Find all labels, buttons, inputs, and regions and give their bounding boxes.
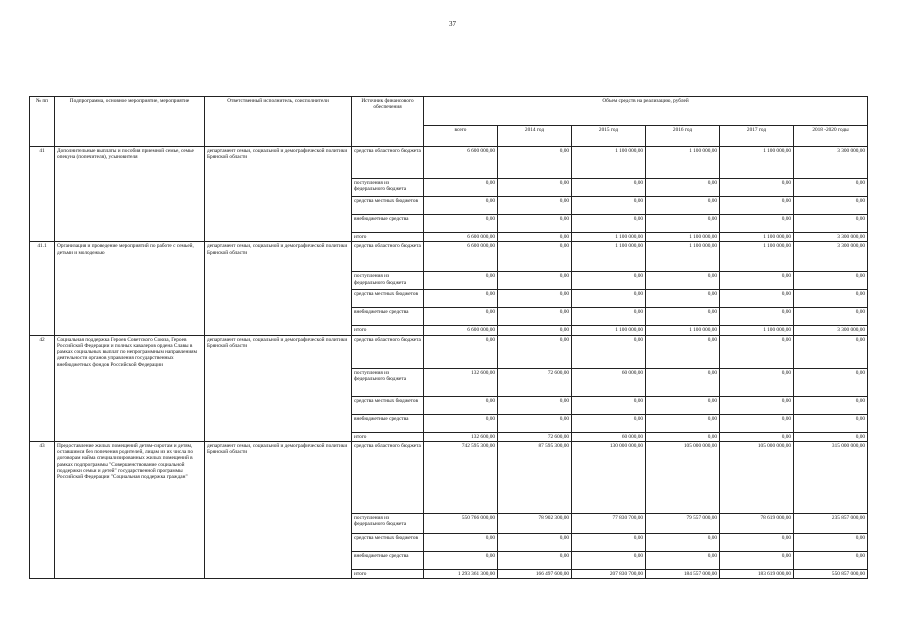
funding-source: средства областного бюджета [352, 441, 424, 513]
amount-cell: 0,00 [572, 308, 646, 326]
header-amount: Объем средств на реализацию, рублей [424, 97, 868, 126]
amount-cell: 0,00 [794, 396, 868, 414]
row-number: 41 [30, 147, 55, 242]
amount-cell: 0,00 [498, 414, 572, 432]
amount-cell: 550 766 000,00 [424, 513, 498, 533]
amount-cell: 1 100 000,00 [720, 242, 794, 272]
amount-cell: 0,00 [646, 290, 720, 308]
amount-cell: 0,00 [424, 533, 498, 551]
amount-cell: 0,00 [498, 197, 572, 215]
amount-cell: 0,00 [572, 290, 646, 308]
activity-name: Социальная поддержка Героев Советского Союза, Героев Российской Федерации и полных кавалеров ордена Славы в рамках социальных выплат по непрограммным направлениям деятельности органов управления государственных внебюджетных фондов Российской Федерации [55, 335, 205, 441]
header-year-total: всего [424, 126, 498, 147]
amount-cell: 1 100 000,00 [572, 233, 646, 242]
amount-cell: 77 830 700,00 [572, 513, 646, 533]
amount-cell: 0,00 [646, 432, 720, 441]
amount-cell: 0,00 [498, 242, 572, 272]
funding-source: итого [352, 326, 424, 335]
amount-cell: 3 300 000,00 [794, 147, 868, 179]
amount-cell: 742 595 300,00 [424, 441, 498, 513]
amount-cell: 0,00 [720, 290, 794, 308]
responsible-executor: департамент семьи, социальной и демографической политики Брянской области [205, 147, 352, 242]
amount-cell: 550 857 000,00 [794, 569, 868, 578]
funding-source: итого [352, 569, 424, 578]
amount-cell: 0,00 [572, 551, 646, 569]
header-responsible: Ответственный исполнитель, соисполнители [205, 97, 352, 147]
responsible-executor: департамент семьи, социальной и демографической политики Брянской области [205, 242, 352, 335]
amount-cell: 72 600,00 [498, 368, 572, 396]
header-source: Источник финансового обеспечения [352, 97, 424, 147]
amount-cell: 0,00 [498, 326, 572, 335]
amount-cell: 1 100 000,00 [572, 242, 646, 272]
header-year-2018-2020: 2018 -2020 годы [794, 126, 868, 147]
amount-cell: 6 600 000,00 [424, 147, 498, 179]
amount-cell: 0,00 [424, 335, 498, 368]
amount-cell: 0,00 [572, 533, 646, 551]
amount-cell: 105 000 000,00 [646, 441, 720, 513]
table-row [30, 441, 868, 513]
activity-name: Дополнительные выплаты и пособия приемной семье, семье опекуна (попечителя), усыновителя [55, 147, 205, 242]
amount-cell: 0,00 [646, 215, 720, 233]
row-number: 43 [30, 441, 55, 578]
amount-cell: 1 100 000,00 [720, 233, 794, 242]
funding-source: средства местных бюджетов [352, 197, 424, 215]
amount-cell: 0,00 [720, 335, 794, 368]
responsible-executor: департамент семьи, социальной и демографической политики Брянской области [205, 335, 352, 441]
amount-cell: 3 300 000,00 [794, 233, 868, 242]
amount-cell: 1 100 000,00 [646, 242, 720, 272]
amount-cell: 0,00 [794, 197, 868, 215]
amount-cell: 72 600,00 [498, 432, 572, 441]
amount-cell: 0,00 [720, 551, 794, 569]
funding-source: внебюджетные средства [352, 308, 424, 326]
amount-cell: 1 100 000,00 [720, 147, 794, 179]
amount-cell: 0,00 [720, 368, 794, 396]
amount-cell: 0,00 [794, 414, 868, 432]
amount-cell: 0,00 [498, 533, 572, 551]
funding-source: средства местных бюджетов [352, 533, 424, 551]
amount-cell: 0,00 [498, 147, 572, 179]
funding-source: итого [352, 233, 424, 242]
table-row [30, 335, 868, 368]
header-year-2015: 2015 год [572, 126, 646, 147]
amount-cell: 0,00 [720, 414, 794, 432]
amount-cell: 0,00 [720, 533, 794, 551]
amount-cell: 0,00 [572, 272, 646, 290]
amount-cell: 79 557 000,00 [646, 513, 720, 533]
amount-cell: 1 100 000,00 [646, 326, 720, 335]
header-year-2016: 2016 год [646, 126, 720, 147]
amount-cell: 0,00 [794, 335, 868, 368]
amount-cell: 0,00 [720, 308, 794, 326]
amount-cell: 0,00 [424, 215, 498, 233]
amount-cell: 0,00 [794, 215, 868, 233]
financing-table [29, 96, 868, 579]
header-number: № пп [30, 97, 55, 147]
amount-cell: 1 100 000,00 [720, 326, 794, 335]
amount-cell: 0,00 [572, 335, 646, 368]
amount-cell: 0,00 [572, 179, 646, 197]
amount-cell: 0,00 [646, 533, 720, 551]
funding-source: поступления из федерального бюджета [352, 179, 424, 197]
amount-cell: 0,00 [720, 272, 794, 290]
amount-cell: 0,00 [646, 396, 720, 414]
amount-cell: 0,00 [794, 179, 868, 197]
amount-cell: 0,00 [572, 396, 646, 414]
amount-cell: 6 600 000,00 [424, 233, 498, 242]
amount-cell: 0,00 [646, 308, 720, 326]
amount-cell: 315 000 000,00 [794, 441, 868, 513]
amount-cell: 0,00 [424, 197, 498, 215]
row-number: 41.1 [30, 242, 55, 335]
funding-source: средства местных бюджетов [352, 290, 424, 308]
amount-cell: 0,00 [794, 290, 868, 308]
amount-cell: 0,00 [424, 414, 498, 432]
funding-source: внебюджетные средства [352, 551, 424, 569]
amount-cell: 183 619 000,00 [720, 569, 794, 578]
row-number: 42 [30, 335, 55, 441]
amount-cell: 0,00 [646, 414, 720, 432]
amount-cell: 235 857 000,00 [794, 513, 868, 533]
page-number: 37 [449, 20, 456, 28]
amount-cell: 0,00 [572, 215, 646, 233]
amount-cell: 0,00 [646, 368, 720, 396]
amount-cell: 0,00 [424, 308, 498, 326]
amount-cell: 0,00 [498, 335, 572, 368]
amount-cell: 78 619 000,00 [720, 513, 794, 533]
funding-source: средства областного бюджета [352, 335, 424, 368]
amount-cell: 0,00 [646, 335, 720, 368]
amount-cell: 0,00 [498, 308, 572, 326]
amount-cell: 1 100 000,00 [646, 233, 720, 242]
amount-cell: 87 595 300,00 [498, 441, 572, 513]
amount-cell: 0,00 [424, 272, 498, 290]
funding-source: итого [352, 432, 424, 441]
amount-cell: 0,00 [646, 551, 720, 569]
header-name: Подпрограмма, основное мероприятие, мероприятие [55, 97, 205, 147]
amount-cell: 0,00 [794, 272, 868, 290]
amount-cell: 0,00 [424, 396, 498, 414]
amount-cell: 0,00 [572, 414, 646, 432]
amount-cell: 0,00 [498, 215, 572, 233]
activity-name: Предоставление жилых помещений детям-сиротам и детям, оставшимся без попечения родителей, лицам из их числа по договорам найма специализированных жилых помещений в рамках подпрограммы "Совершенствование социальной поддержки семьи и детей" государственной программы Российской Федерации "Социальная поддержка граждан" [55, 441, 205, 578]
amount-cell: 60 000,00 [572, 368, 646, 396]
amount-cell: 0,00 [720, 432, 794, 441]
amount-cell: 0,00 [498, 396, 572, 414]
amount-cell: 0,00 [646, 272, 720, 290]
amount-cell: 0,00 [794, 551, 868, 569]
amount-cell: 0,00 [720, 396, 794, 414]
amount-cell: 130 000 000,00 [572, 441, 646, 513]
amount-cell: 1 100 000,00 [646, 147, 720, 179]
amount-cell: 0,00 [794, 308, 868, 326]
amount-cell: 0,00 [498, 233, 572, 242]
amount-cell: 0,00 [424, 290, 498, 308]
amount-cell: 0,00 [646, 197, 720, 215]
funding-source: внебюджетные средства [352, 215, 424, 233]
amount-cell: 0,00 [720, 215, 794, 233]
header-year-2014: 2014 год [498, 126, 572, 147]
amount-cell: 1 100 000,00 [572, 326, 646, 335]
activity-name: Организация и проведение мероприятий по работе с семьей, детьми и молодежью [55, 242, 205, 335]
amount-cell: 0,00 [794, 533, 868, 551]
amount-cell: 132 600,00 [424, 368, 498, 396]
funding-source: средства областного бюджета [352, 242, 424, 272]
amount-cell: 6 600 000,00 [424, 326, 498, 335]
funding-source: поступления из федерального бюджета [352, 513, 424, 533]
amount-cell: 78 902 300,00 [498, 513, 572, 533]
amount-cell: 0,00 [794, 432, 868, 441]
amount-cell: 1 293 361 300,00 [424, 569, 498, 578]
amount-cell: 0,00 [720, 179, 794, 197]
funding-source: средства местных бюджетов [352, 396, 424, 414]
header-year-2017: 2017 год [720, 126, 794, 147]
amount-cell: 0,00 [572, 197, 646, 215]
amount-cell: 0,00 [498, 272, 572, 290]
amount-cell: 0,00 [720, 197, 794, 215]
funding-source: поступления из федерального бюджета [352, 272, 424, 290]
amount-cell: 60 000,00 [572, 432, 646, 441]
amount-cell: 0,00 [498, 551, 572, 569]
amount-cell: 207 830 700,00 [572, 569, 646, 578]
funding-source: внебюджетные средства [352, 414, 424, 432]
amount-cell: 132 600,00 [424, 432, 498, 441]
amount-cell: 3 300 000,00 [794, 242, 868, 272]
amount-cell: 0,00 [498, 179, 572, 197]
amount-cell: 184 557 000,00 [646, 569, 720, 578]
amount-cell: 6 600 000,00 [424, 242, 498, 272]
funding-source: поступления из федерального бюджета [352, 368, 424, 396]
amount-cell: 1 100 000,00 [572, 147, 646, 179]
table-body [30, 147, 868, 579]
amount-cell: 0,00 [424, 551, 498, 569]
amount-cell: 166 497 600,00 [498, 569, 572, 578]
amount-cell: 0,00 [498, 290, 572, 308]
amount-cell: 3 300 000,00 [794, 326, 868, 335]
amount-cell: 0,00 [424, 179, 498, 197]
amount-cell: 105 000 000,00 [720, 441, 794, 513]
amount-cell: 0,00 [794, 368, 868, 396]
responsible-executor: департамент семьи, социальной и демографической политики Брянской области [205, 441, 352, 578]
funding-source: средства областного бюджета [352, 147, 424, 179]
table-row [30, 147, 868, 179]
table-row [30, 242, 868, 272]
amount-cell: 0,00 [646, 179, 720, 197]
